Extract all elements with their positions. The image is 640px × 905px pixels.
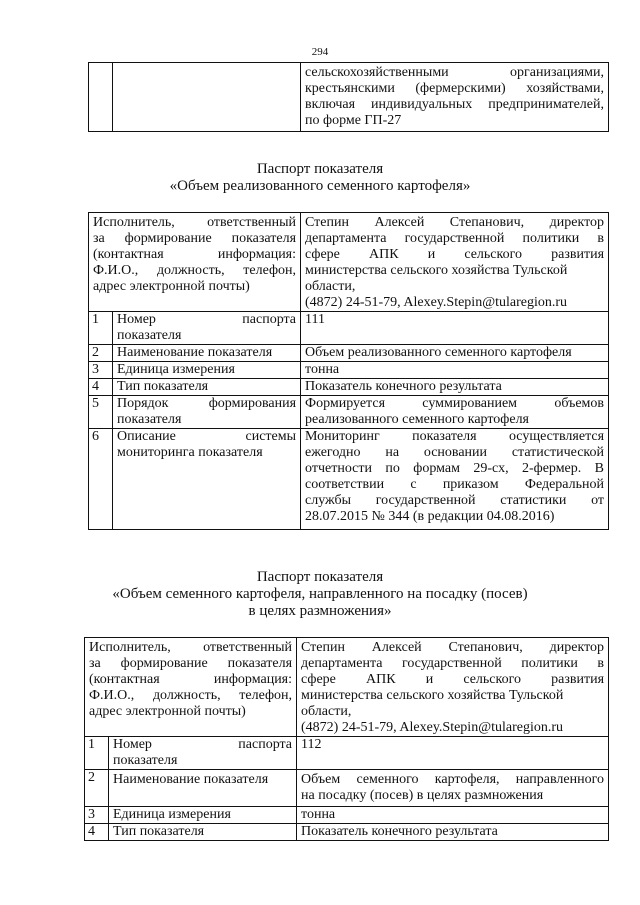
row-number: 4 [85,824,109,841]
text-line: Мониторинг показателя осуществляется [305,429,605,444]
text-line: (контактная информация: [89,672,293,687]
text-line: (контактная информация: [93,247,297,262]
row-number: 1 [85,737,109,770]
text-line: Формируется суммированием объемов [305,396,605,411]
text-line: Описание системы [117,429,297,444]
row-value: тонна [301,362,609,379]
row-value: Показатель конечного результата [301,379,609,396]
row-label [109,737,297,770]
text-line: Исполнитель, ответственный [93,215,297,230]
text-line: за формирование показателя [93,231,297,246]
text-line: сельскохозяйственными организациями, [305,65,604,80]
executor-value-cell [297,638,609,737]
row-label: Наименование показателя [109,770,297,807]
passport-1-table [88,212,609,530]
row-number: 4 [89,379,113,396]
text-line: департамента государственной политики в [301,656,605,671]
text-line: сфере АПК и сельского развития [301,672,605,687]
text-line: мониторинга показателя [117,445,263,460]
text-line: ежегодно на основании статистической [305,445,605,460]
text-line: включая индивидуальных предпринимателей, [305,97,604,112]
table-cell [301,63,609,132]
passport-1-title [0,161,640,195]
row-label: Единица измерения [109,807,297,824]
page-number: 294 [311,46,329,58]
text-line: показателя [117,412,182,427]
continuation-table [88,62,609,132]
text-line: департамента государственной политики в [305,231,605,246]
executor-label-cell [85,638,297,737]
table-cell [113,63,301,132]
table-row [89,345,609,362]
table-row [89,429,609,530]
title-line: Паспорт показателя [256,161,384,177]
row-label [113,312,301,345]
table-row [85,638,609,737]
text-line: крестьянскими (фермерскими) хозяйствами, [305,81,604,96]
passport-2-table [84,637,609,841]
table-row [85,824,609,841]
row-value: Объем реализованного семенного картофеля [301,345,609,362]
row-label: Тип показателя [113,379,301,396]
text-line: сфере АПК и сельского развития [305,247,605,262]
text-line: показателя [113,753,178,768]
text-line: Исполнитель, ответственный [89,640,293,655]
row-number: 6 [89,429,113,530]
text-line: Номер паспорта [113,737,293,752]
row-value: 112 [297,737,609,770]
table-row [89,379,609,396]
text-line: Степин Алексей Степанович, директор [301,640,605,655]
table-row [89,362,609,379]
row-label: Единица измерения [113,362,301,379]
text-line: области, [305,279,356,294]
row-number: 1 [89,312,113,345]
row-label [113,396,301,429]
table-row [89,312,609,345]
row-number: 3 [89,362,113,379]
text-line: отчетности по формам 29-сх, 2-фермер. В [305,461,605,476]
row-label [113,429,301,530]
row-number: 2 [85,770,109,807]
title-line: «Объем семенного картофеля, направленного на посадку (посев) [112,586,528,602]
text-line: 28.07.2015 № 344 (в редакции 04.08.2016) [305,509,555,524]
text-line: за формирование показателя [89,656,293,671]
text-line: на посадку (посев) в целях размножения [301,788,544,803]
executor-label-cell [89,213,301,312]
row-label: Наименование показателя [113,345,301,362]
text-line: Порядок формирования [117,396,297,411]
executor-value-cell [301,213,609,312]
row-label: Тип показателя [109,824,297,841]
row-number: 5 [89,396,113,429]
text-line: реализованного семенного картофеля [305,412,529,427]
row-value: тонна [297,807,609,824]
row-value: Показатель конечного результата [297,824,609,841]
row-number: 3 [85,807,109,824]
row-value [301,396,609,429]
table-row [89,63,609,132]
text-line: министерства сельского хозяйства Тульской [301,688,564,703]
text-line: Ф.И.О., должность, телефон, [93,263,297,278]
table-row [89,213,609,312]
text-line: службы государственной статистики от [305,493,605,508]
text-line: Номер паспорта [117,312,297,327]
text-line: по форме ГП-27 [305,113,402,128]
row-number: 2 [89,345,113,362]
title-line: в целях размножения» [248,603,392,619]
table-row [89,396,609,429]
text-line: Объем семенного картофеля, направленного [301,772,605,787]
text-line: области, [301,704,352,719]
table-row [85,807,609,824]
row-value [301,429,609,530]
text-line: соответствии с приказом Федеральной [305,477,605,492]
text-line: Ф.И.О., должность, телефон, [89,688,293,703]
title-line: Паспорт показателя [256,569,384,585]
text-line: министерства сельского хозяйства Тульской [305,263,568,278]
contact-line: (4872) 24-51-79, Alexey.Stepin@tularegion.ru [305,295,568,310]
text-line: Степин Алексей Степанович, директор [305,215,605,230]
text-line: показателя [117,328,182,343]
text-line: адрес электронной почты) [93,279,250,294]
text-line: адрес электронной почты) [89,704,246,719]
title-line: «Объем реализованного семенного картофеля» [169,178,471,194]
row-value [297,770,609,807]
contact-line: (4872) 24-51-79, Alexey.Stepin@tularegion.ru [301,720,564,735]
table-row [85,737,609,770]
row-value: 111 [301,312,609,345]
passport-2-title [0,569,640,620]
table-row [85,770,609,807]
table-cell [89,63,113,132]
